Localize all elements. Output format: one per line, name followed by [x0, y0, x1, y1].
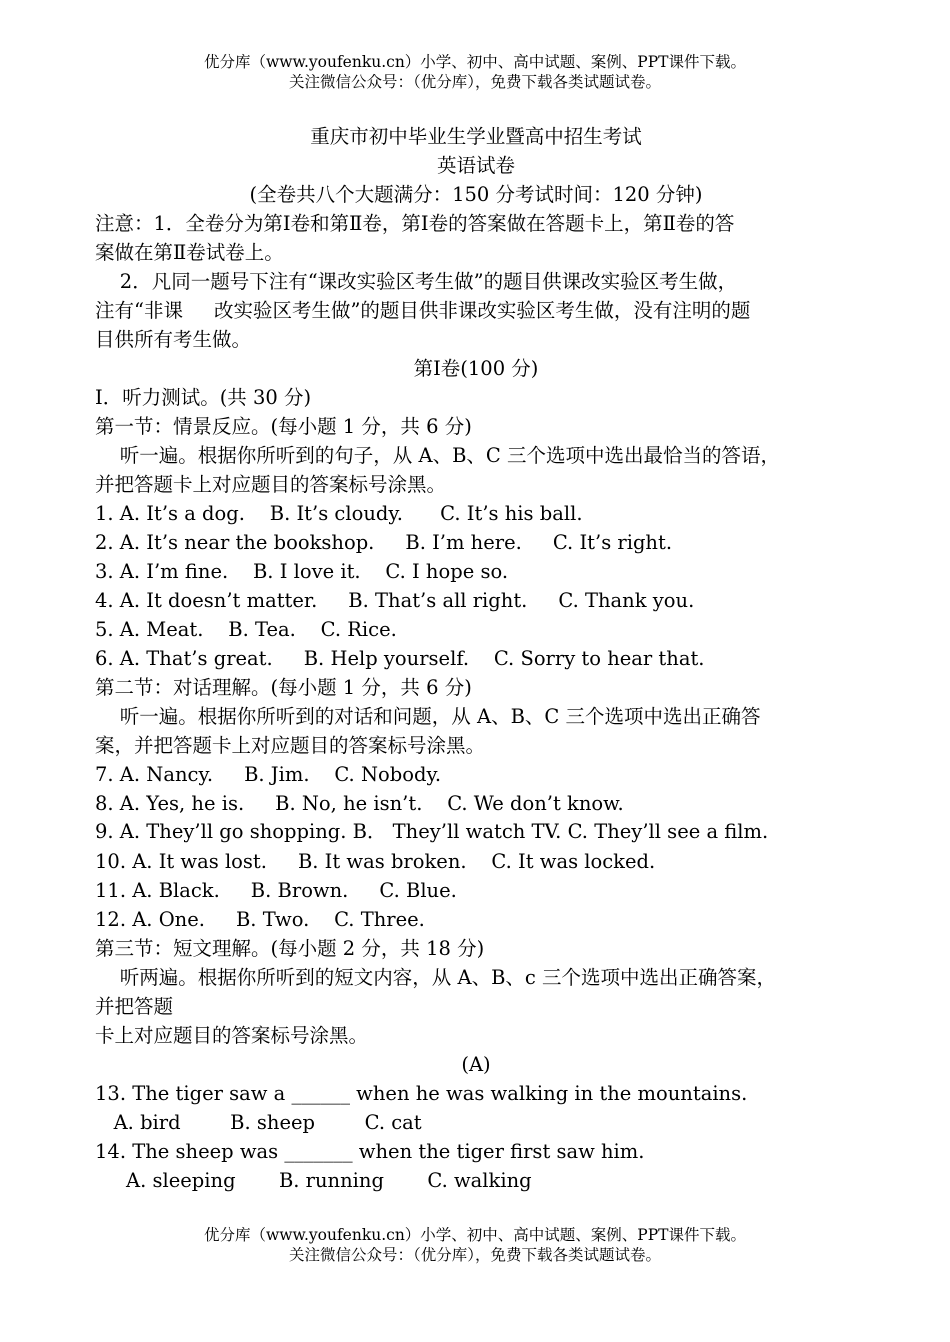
- question-2: 2. A. It’s near the bookshop. B. I’m here. C. It’s right.: [95, 531, 673, 554]
- exam-title: 重庆市初中毕业生学业暨高中招生考试: [310, 125, 642, 148]
- page-header: [0, 52, 950, 92]
- page-footer: [0, 1225, 950, 1265]
- question-13: 13. The tiger saw a ______ when he was walking in the mountains.: [95, 1082, 748, 1105]
- exam-info: (全卷共八个大题满分：150 分考试时间：120 分钟): [249, 183, 703, 206]
- note-2-line-1: 2．凡同一题号下注有“课改实验区考生做”的题目供课改实验区考生做，: [95, 270, 738, 293]
- question-11: 11. A. Black. B. Brown. C. Blue.: [95, 879, 457, 902]
- exam-content: [95, 122, 857, 1195]
- section-1-title: 第一节：情景反应。(每小题 1 分，共 6 分): [95, 415, 472, 438]
- passage-label: (A): [461, 1053, 491, 1076]
- question-8: 8. A. Yes, he is. B. No, he isn’t. C. We don’t know.: [95, 792, 624, 815]
- footer-line-1: 优分库（www.youfenku.cn）小学、初中、高中试题、案例、PPT课件下载。: [203, 1226, 747, 1244]
- note-2-line-2: 注有“非课 改实验区考生做”的题目供非课改实验区考生做，没有注明的题: [95, 299, 751, 322]
- question-14: 14. The sheep was _______ when the tiger first saw him.: [95, 1140, 645, 1163]
- question-5: 5. A. Meat. B. Tea. C. Rice.: [95, 618, 397, 641]
- question-10: 10. A. It was lost. B. It was broken. C. It was locked.: [95, 850, 656, 873]
- question-13-options: A. bird B. sheep C. cat: [95, 1111, 422, 1134]
- exam-subtitle: 英语试卷: [436, 154, 515, 177]
- question-1: 1. A. It’s a dog. B. It’s cloudy. C. It’s his ball.: [95, 502, 583, 525]
- header-line-1: 优分库（www.youfenku.cn）小学、初中、高中试题、案例、PPT课件下载。: [203, 53, 747, 71]
- header-line-2: 关注微信公众号：（优分库），免费下载各类试题试卷。: [288, 73, 661, 91]
- section-2-title: 第二节：对话理解。(每小题 1 分，共 6 分): [95, 676, 472, 699]
- section-1-instruction-2: 并把答题卡上对应题目的答案标号涂黑。: [95, 473, 447, 496]
- question-14-options: A. sleeping B. running C. walking: [95, 1169, 532, 1192]
- section-2-instruction-1: 听一遍。根据你所听到的对话和问题，从 A、B、C 三个选项中选出正确答: [95, 705, 761, 728]
- note-1-line-1: 注意：1．全卷分为第Ⅰ卷和第Ⅱ卷，第Ⅰ卷的答案做在答题卡上，第Ⅱ卷的答: [95, 212, 735, 235]
- footer-line-2: 关注微信公众号：（优分库），免费下载各类试题试卷。: [288, 1246, 661, 1264]
- question-6: 6. A. That’s great. B. Help yourself. C. Sorry to hear that.: [95, 647, 705, 670]
- section-2-instruction-2: 案，并把答题卡上对应题目的答案标号涂黑。: [95, 734, 486, 757]
- listening-section-title: I．听力测试。(共 30 分): [95, 386, 312, 409]
- section-1-instruction-1: 听一遍。根据你所听到的句子，从 A、B、C 三个选项中选出最恰当的答语，: [95, 444, 781, 467]
- question-4: 4. A. It doesn’t matter. B. That’s all right. C. Thank you.: [95, 589, 695, 612]
- question-9: 9. A. They’ll go shopping. B． They’ll watch TV. C. They’ll see a film.: [95, 820, 769, 843]
- section-3-instruction-2: 并把答题: [95, 995, 174, 1018]
- question-12: 12. A. One. B. Two. C. Three.: [95, 908, 425, 931]
- note-1-line-2: 案做在第Ⅱ卷试卷上。: [95, 241, 284, 264]
- section-3-instruction-1: 听两遍。根据你所听到的短文内容，从 A、B、c 三个选项中选出正确答案，: [95, 966, 777, 989]
- question-3: 3. A. I’m fine. B. I love it. C. I hope so.: [95, 560, 509, 583]
- question-7: 7. A. Nancy. B. Jim. C. Nobody.: [95, 763, 442, 786]
- part-1-title: 第Ⅰ卷(100 分): [413, 357, 539, 380]
- section-3-title: 第三节：短文理解。(每小题 2 分，共 18 分): [95, 937, 485, 960]
- section-3-instruction-3: 卡上对应题目的答案标号涂黑。: [95, 1024, 369, 1047]
- note-2-line-3: 目供所有考生做。: [95, 328, 252, 351]
